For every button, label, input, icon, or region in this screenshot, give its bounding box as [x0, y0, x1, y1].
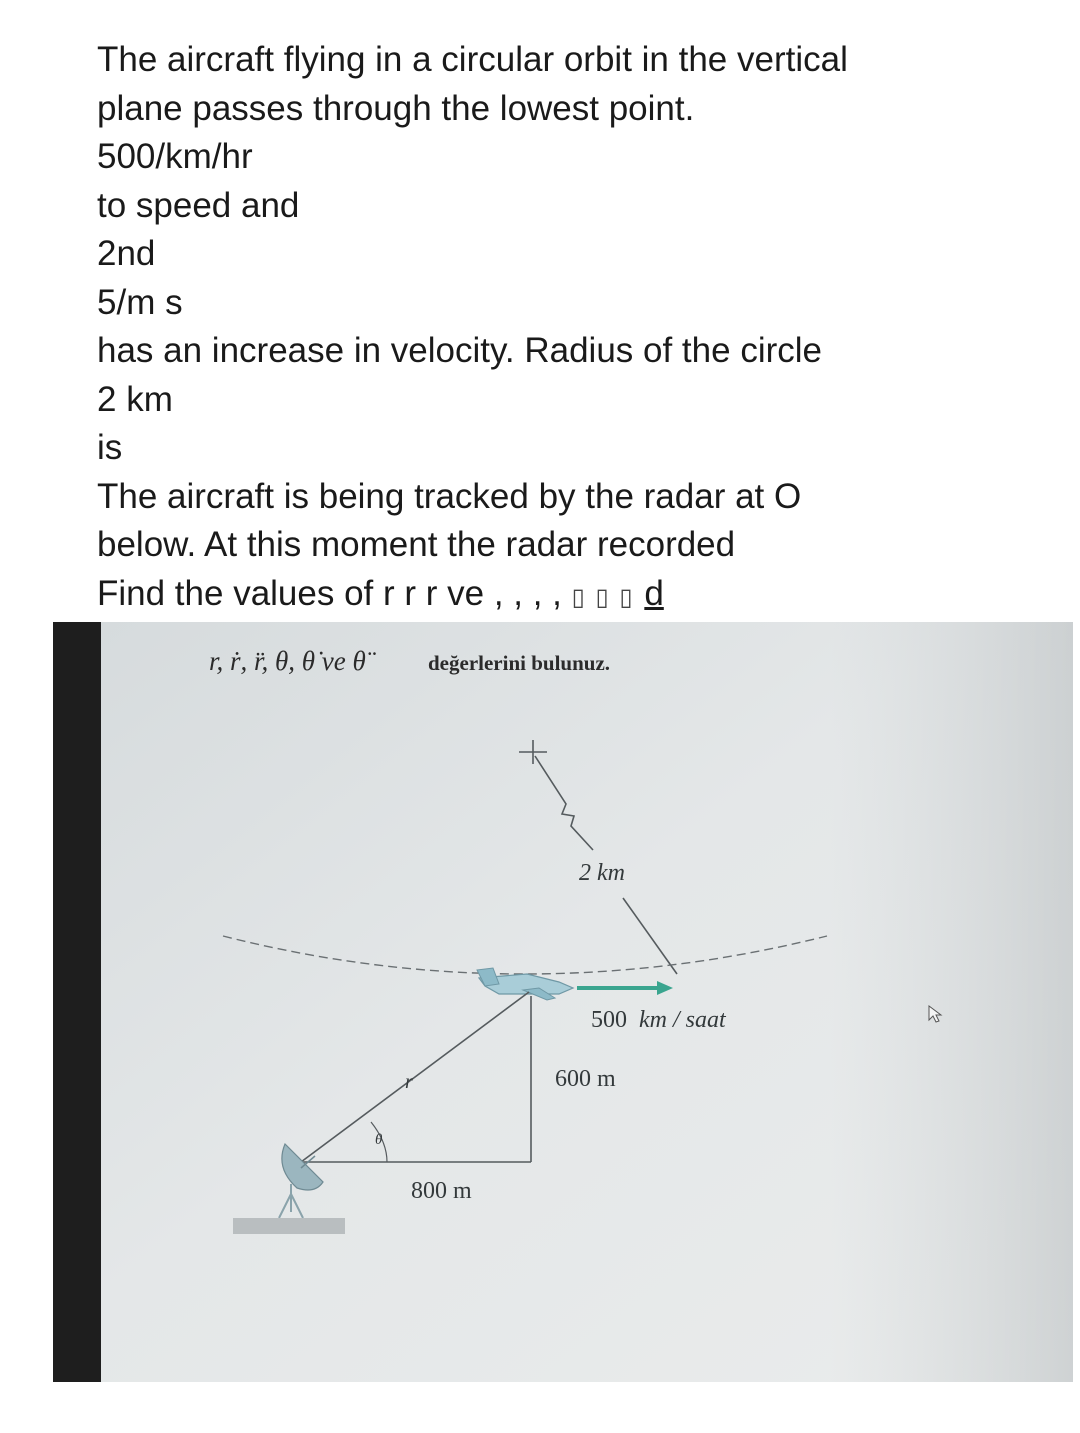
height-label: 600 m — [555, 1066, 616, 1092]
question-last-line-underlined: d — [644, 573, 664, 613]
question-line: has an increase in velocity. Radius of the circle — [97, 331, 822, 370]
radius-label: 2 km — [579, 860, 625, 886]
question-line: below. At this moment the radar recorded — [97, 525, 736, 564]
theta-label: θ — [375, 1132, 383, 1148]
question-last-line — [97, 570, 997, 623]
question-line: is — [97, 428, 123, 467]
question-line: 500/km/hr — [97, 137, 253, 176]
question-line: The aircraft is being tracked by the radar at O — [97, 476, 802, 516]
figure-header-text: değerlerini bulunuz. — [428, 651, 611, 675]
r-label: r — [405, 1071, 413, 1093]
question-line: to speed and — [97, 185, 300, 225]
question-last-line-text: Find the values of r r r ve , , , , — [97, 573, 572, 613]
figure-diagram — [53, 622, 1073, 1382]
question-line: 2nd — [97, 234, 156, 273]
figure-photo — [53, 622, 1073, 1382]
figure-header-symbols: r, ṙ, r̈, θ, θ̇ ve θ̈ — [209, 646, 366, 676]
screen-shading — [101, 622, 1073, 1382]
horizontal-label: 800 m — [411, 1178, 472, 1204]
question-text — [97, 36, 997, 622]
speed-label-unit: km / saat — [639, 1007, 726, 1033]
question-line: The aircraft flying in a circular orbit in the vertical — [97, 40, 848, 79]
speed-label-number: 500 — [591, 1007, 627, 1033]
question-line: 2 km — [97, 379, 173, 419]
missing-glyph-boxes: ▯ ▯ ▯ — [571, 583, 635, 611]
question-line: plane passes through the lowest point. — [97, 88, 695, 128]
question-line: 5/m s — [97, 282, 183, 322]
ground-base — [233, 1218, 345, 1234]
